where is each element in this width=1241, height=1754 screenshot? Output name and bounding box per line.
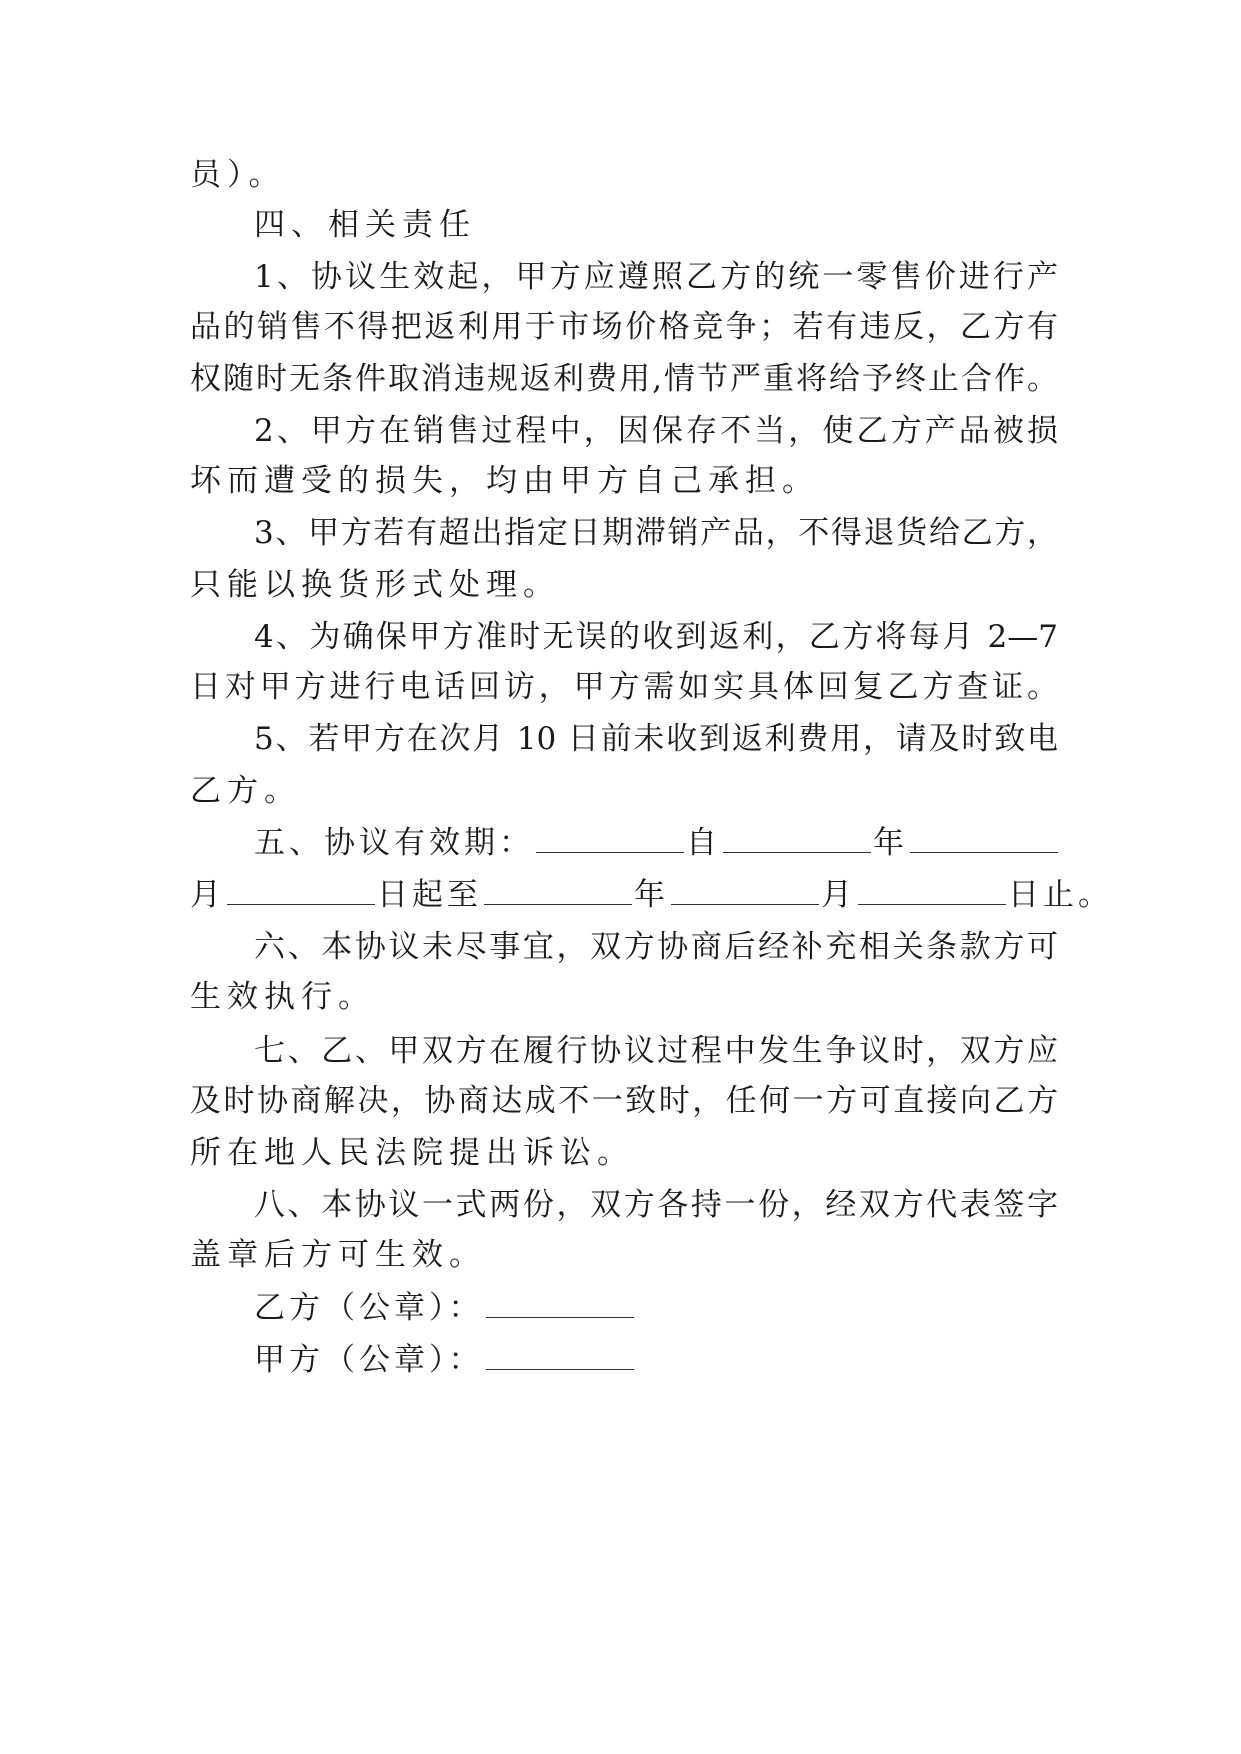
validity-from: 自 [686, 825, 721, 861]
text-line: 1、协议生效起，甲方应遵照乙方的统一零售价进行产 [254, 259, 1058, 295]
text-line: 4、为确保甲方准时无误的收到返利，乙方将每月 2—7 [254, 619, 1058, 655]
validity-day-start: 日起至 [377, 877, 482, 913]
start-year-blank [723, 826, 871, 853]
text-line: 3、甲方若有超出指定日期滞销产品，不得退货给乙方， [254, 515, 1058, 551]
validity-month-1: 月 [190, 877, 225, 913]
party-a-label: 甲方（公章）： [254, 1342, 484, 1378]
text-line: 六、本协议未尽事宜，双方协商后经补充相关条款方可 [254, 929, 1058, 965]
validity-label: 五、协议有效期： [254, 825, 534, 861]
text-line: 2、甲方在销售过程中，因保存不当，使乙方产品被损 [254, 413, 1058, 449]
validity-month-2: 月 [821, 877, 856, 913]
validity-day-end: 日止。 [1008, 877, 1113, 913]
text-line: 及时协商解决，协商达成不一致时，任何一方可直接向乙方 [190, 1083, 1058, 1119]
end-day-blank [858, 878, 1006, 905]
validity-year-2: 年 [634, 877, 669, 913]
text-line: 盖章后方可生效。 [190, 1237, 486, 1273]
section-heading: 四、相关责任 [254, 207, 476, 243]
party-a-seal-blank [486, 1343, 634, 1370]
text-line: 生效执行。 [190, 979, 375, 1015]
end-month-blank [671, 878, 819, 905]
start-month-blank [910, 826, 1058, 853]
text-line: 八、本协议一式两份，双方各持一份，经双方代表签字 [254, 1187, 1058, 1223]
party-a-signature [254, 1340, 636, 1380]
validity-line-2 [190, 875, 1113, 915]
party-b-seal-blank [486, 1291, 634, 1318]
start-day-blank [227, 878, 375, 905]
text-line: 员）。 [190, 157, 286, 193]
text-line: 日对甲方进行电话回访，甲方需如实具体回复乙方查证。 [190, 669, 1058, 705]
text-line: 5、若甲方在次月 10 日前未收到返利费用，请及时致电 [254, 721, 1058, 757]
end-year-blank [484, 878, 632, 905]
text-line: 七、乙、甲双方在履行协议过程中发生争议时，双方应 [254, 1033, 1058, 1069]
text-line: 品的销售不得把返利用于市场价格竞争；若有违反，乙方有 [190, 309, 1058, 345]
text-line: 权随时无条件取消违规返利费用,情节严重将给予终止合作。 [190, 361, 1058, 397]
validity-line-1 [254, 823, 1060, 863]
text-line: 乙方。 [190, 773, 301, 809]
validity-year-1: 年 [873, 825, 908, 861]
text-line: 只能以换货形式处理。 [190, 567, 560, 603]
validity-blank [536, 826, 684, 853]
party-b-label: 乙方（公章）： [254, 1290, 484, 1326]
party-b-signature [254, 1288, 636, 1328]
text-line: 坏而遭受的损失，均由甲方自己承担。 [190, 463, 819, 499]
text-line: 所在地人民法院提出诉讼。 [190, 1135, 634, 1171]
